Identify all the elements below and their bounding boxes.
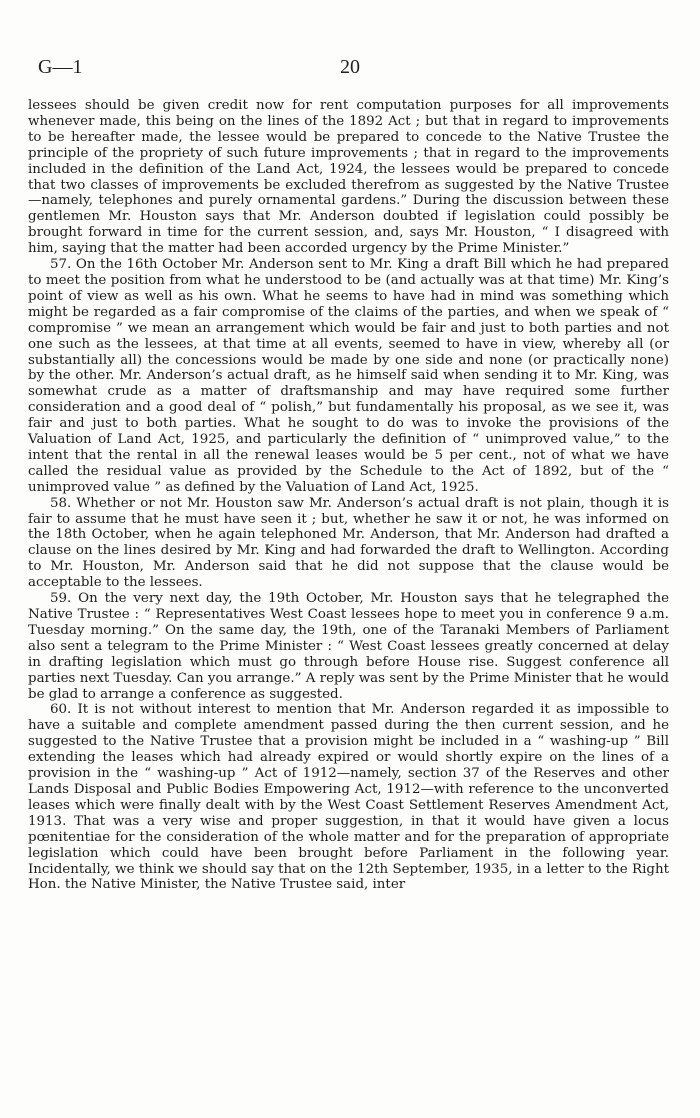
paragraph-60: 60. It is not without interest to mention that Mr. Anderson regarded it as impossible to have a suitable and complete amendment passed during the then current session, and he suggested to the Native Trustee that a provision might be included in a “ washing-up ” Bill extending the leases which had already expired or would shortly expire on the lines of a provision in the “ washing-up ” Act of 1912—namely, section 37 of the Reserves and other Lands Disposal and Public Bodies Empowering Act, 1912—with reference to the unconverted leases which were finally dealt with by the West Coast Settlement Reserves Amendment Act, 1913. That was a very wise and proper suggestion, in that it would have given a locus pœnitentiae for the consideration of the whole matter and for the preparation of appropriate legislation which could have been brought before Parliament in the following year. Incidentally, we think we should say that on the 12th September, 1935, in a letter to the Right Hon. the Native Minister, the Native Trustee said, inter	[28, 702, 669, 893]
document-code: G—1	[38, 56, 83, 78]
paragraph-58: 58. Whether or not Mr. Houston saw Mr. Anderson’s actual draft is not plain, though it is fair to assume that he must have seen it ; but, whether he saw it or not, he was informed on the 18th October, when he again telephoned Mr. Anderson, that Mr. Anderson had drafted a clause on the lines desired by Mr. King and had forwarded the draft to Wellington. According to Mr. Houston, Mr. Anderson said that he did not suppose that the clause would be acceptable to the lessees.	[28, 495, 669, 591]
page-number: 20	[340, 56, 360, 78]
page-header	[38, 56, 662, 80]
paragraph-continued: lessees should be given credit now for rent computation purposes for all improvements whenever made, this being on the lines of the 1892 Act ; but that in regard to improvements to be hereafter made, the lessee would be prepared to concede to the Native Trustee the principle of the propriety of such future improvements ; that in regard to the improvements included in the definition of the Land Act, 1924, the lessees would be prepared to concede that two classes of improvements be excluded therefrom as suggested by the Native Trustee—namely, telephones and purely ornamental gardens.” During the discussion between these gentlemen Mr. Houston says that Mr. Anderson doubted if legislation could possibly be brought forward in time for the current session, and, says Mr. Houston, “ I disagreed with him, saying that the matter had been accorded urgency by the Prime Minister.”	[28, 98, 669, 257]
paragraph-59: 59. On the very next day, the 19th October, Mr. Houston says that he telegraphed the Native Trustee : “ Representatives West Coast lessees hope to meet you in conference 9 a.m. Tuesday morning.” On the same day, the 19th, one of the Taranaki Members of Parliament also sent a telegram to the Prime Minister : “ West Coast lessees greatly concerned at delay in drafting legislation which must go through before House rise. Suggest conference all parties next Tuesday. Can you arrange.” A reply was sent by the Prime Minister that he would be glad to arrange a conference as suggested.	[28, 591, 669, 702]
paragraph-57: 57. On the 16th October Mr. Anderson sent to Mr. King a draft Bill which he had prepared to meet the position from what he understood to be (and actually was at that time) Mr. King’s point of view as well as his own. What he seems to have had in mind was something which might be regarded as a fair compromise of the claims of the parties, and when we speak of “ compromise ” we mean an arrangement which would be fair and just to both parties and not one such as the lessees, at that time at all events, seemed to have in view, whereby all (or substantially all) the concessions would be made by one side and none (or practically none) by the other. Mr. Anderson’s actual draft, as he himself said when sending it to Mr. King, was somewhat crude as a matter of draftsmanship and may have required some further consideration and a good deal of “ polish,” but fundamentally his proposal, as we see it, was fair and just to both parties. What he sought to do was to invoke the provisions of the Valuation of Land Act, 1925, and particularly the definition of “ unimproved value,” to the intent that the rental in all the renewal leases would be 5 per cent., not of what we have called the residual value as provided by the Schedule to the Act of 1892, but of the “ unimproved value ” as defined by the Valuation of Land Act, 1925.	[28, 257, 669, 495]
body-text	[28, 98, 669, 893]
